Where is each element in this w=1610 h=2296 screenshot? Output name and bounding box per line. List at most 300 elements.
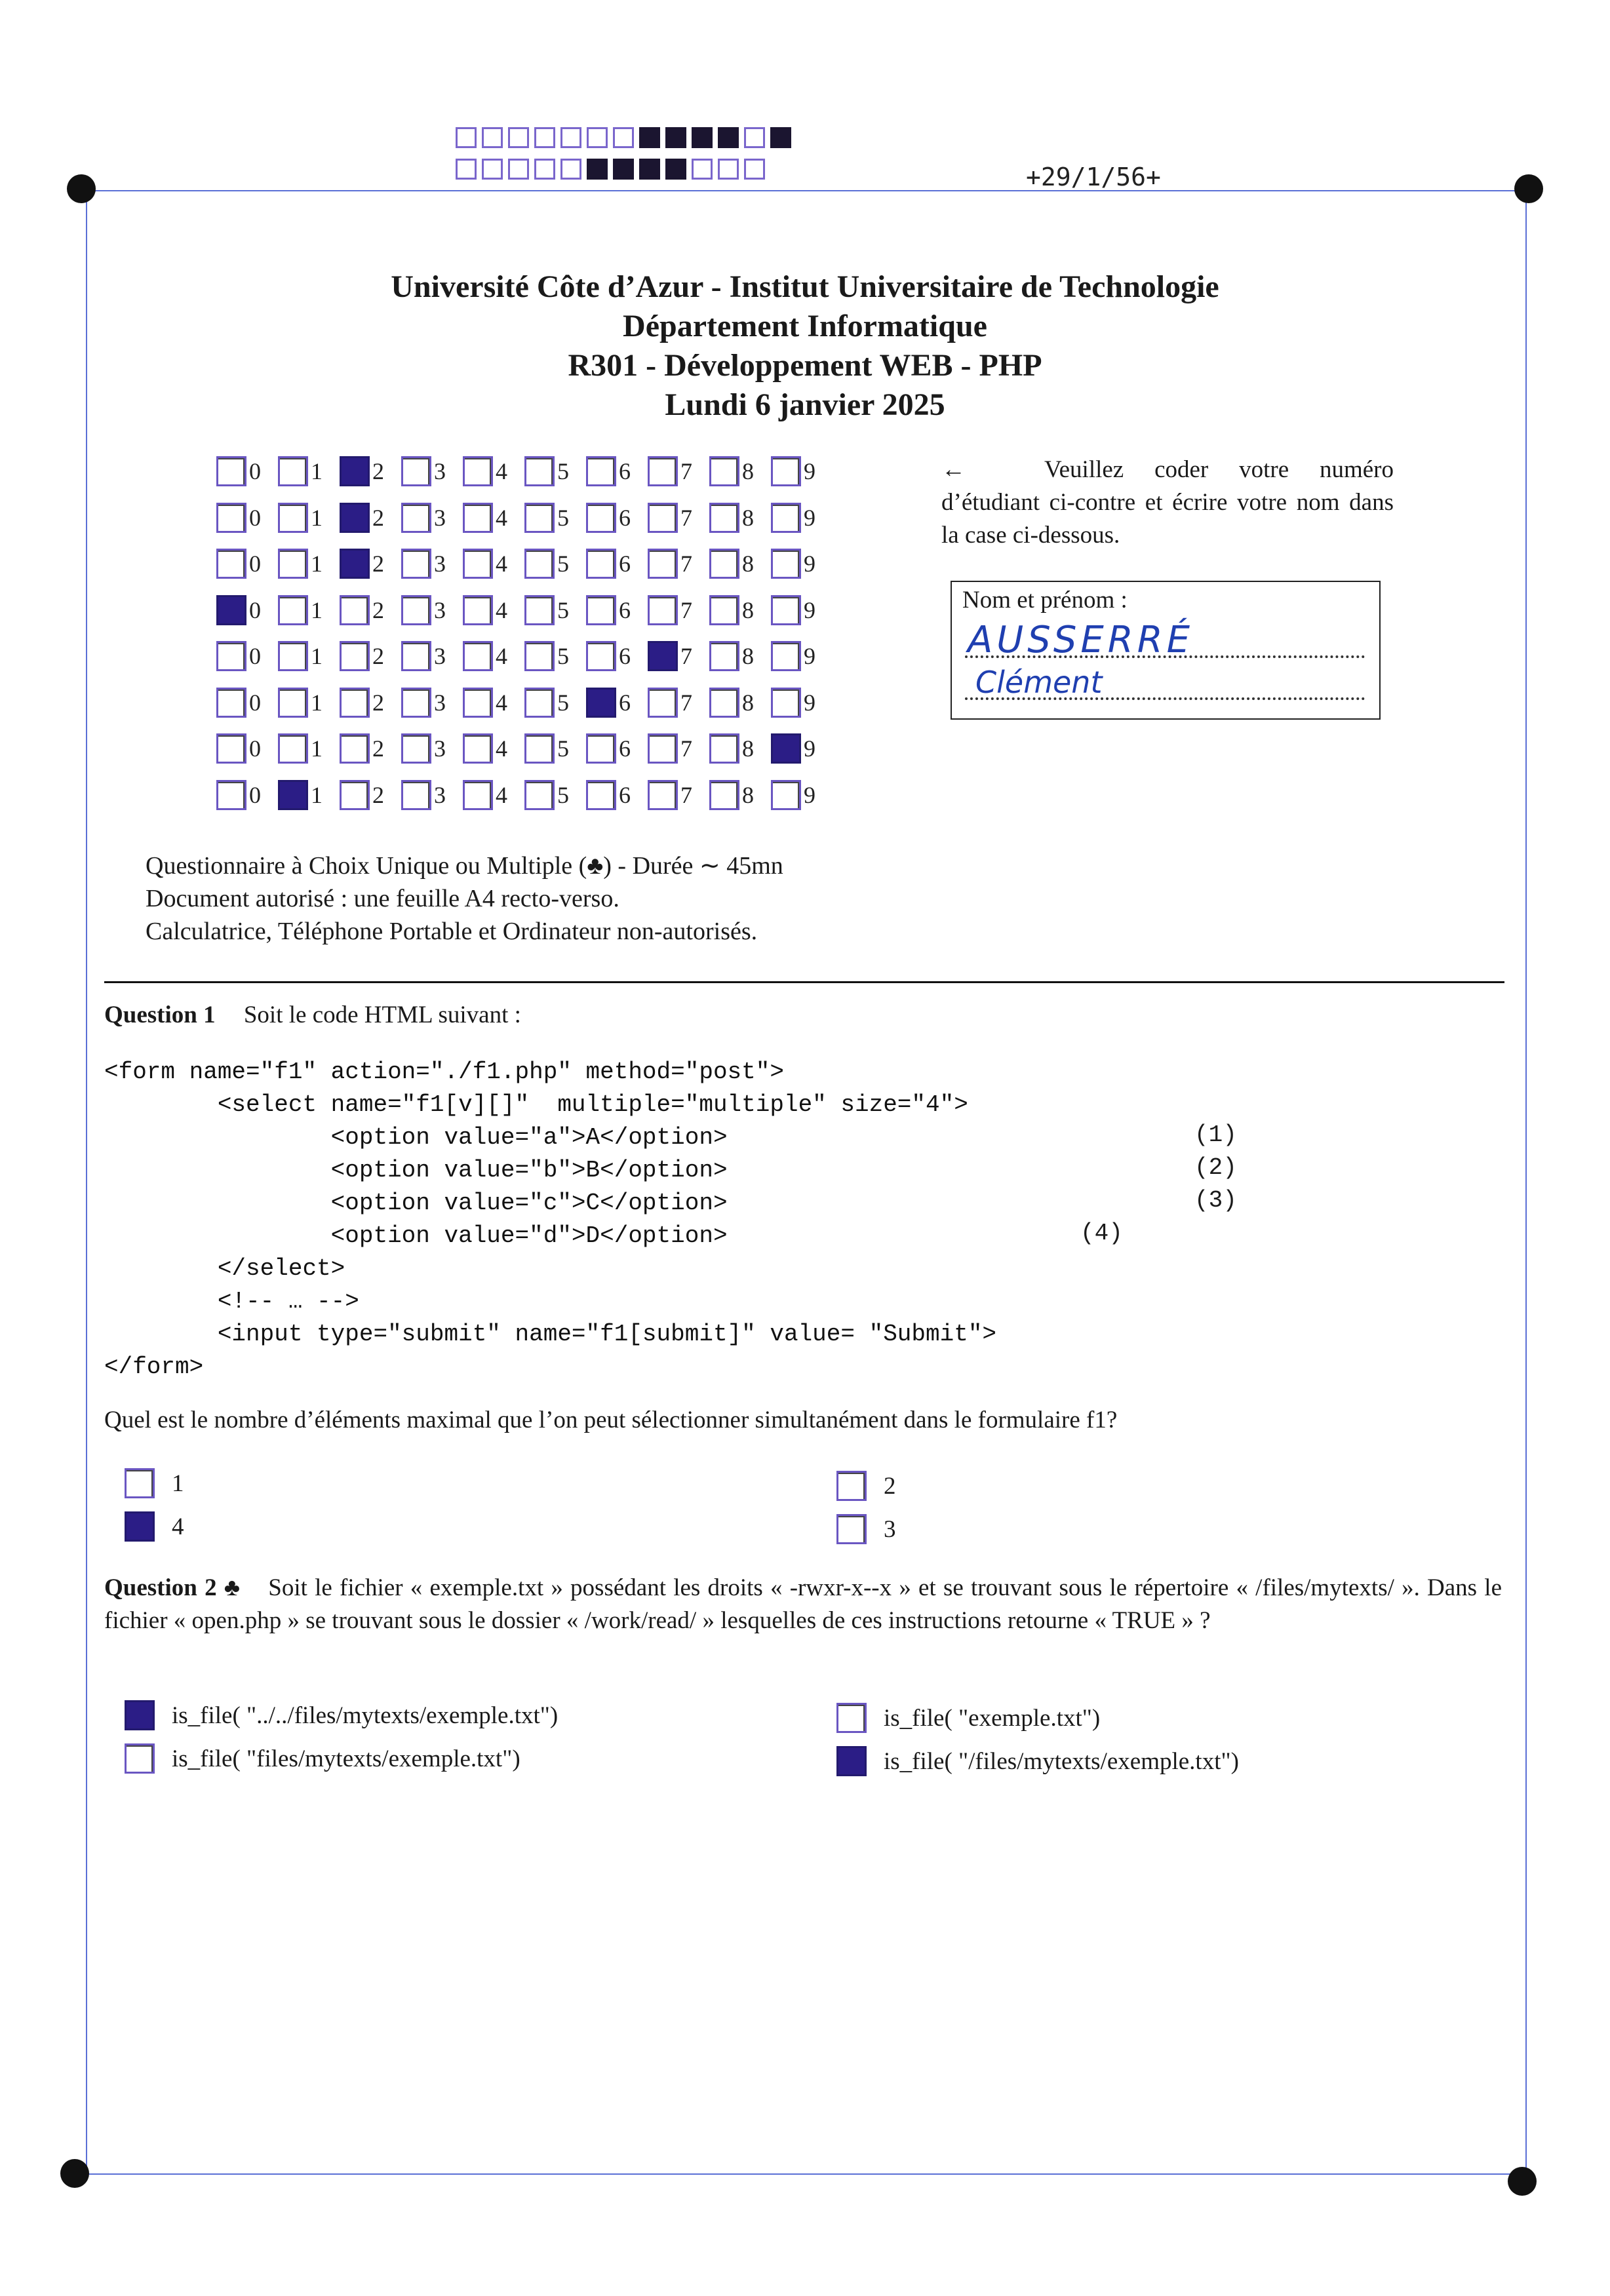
- digit-option[interactable]: [524, 595, 586, 625]
- digit-option[interactable]: [216, 688, 278, 718]
- digit-label: 0: [249, 689, 261, 716]
- barcode-cell: [639, 127, 660, 148]
- digit-option[interactable]: [771, 549, 833, 579]
- barcode-cell: [508, 159, 529, 180]
- code-line: </form>: [104, 1353, 204, 1380]
- digit-label: 8: [742, 551, 754, 577]
- digit-checkbox[interactable]: [771, 549, 801, 579]
- digit-checkbox[interactable]: [709, 456, 739, 486]
- q2-answer-3[interactable]: [125, 1743, 520, 1774]
- digit-checkbox[interactable]: [463, 780, 493, 810]
- question-2-body: Soit le fichier « exemple.txt » possédant les droits « -rwxr-x--x » et se trouvant sous le répertoire « /files/mytexts/ ». Dans le fichier « open.php » se trouvant sous le dossier « /work/read/ » lesquelles de ces instructions retourne « TRUE » ?: [104, 1574, 1502, 1634]
- digit-option[interactable]: [524, 503, 586, 533]
- digit-option[interactable]: [648, 456, 709, 486]
- digit-label: 2: [372, 551, 384, 577]
- digit-label: 2: [372, 458, 384, 485]
- digit-option[interactable]: [648, 688, 709, 718]
- digit-label: 9: [804, 458, 815, 485]
- digit-option[interactable]: [401, 733, 463, 764]
- digit-option[interactable]: [278, 733, 340, 764]
- barcode-cell: [508, 127, 529, 148]
- exam-info: [146, 849, 783, 948]
- digit-checkbox[interactable]: [648, 688, 678, 718]
- digit-option[interactable]: [648, 780, 709, 810]
- digit-option[interactable]: [648, 641, 709, 671]
- barcode-cell: [534, 127, 555, 148]
- digit-label: 5: [557, 689, 569, 716]
- digit-checkbox[interactable]: [401, 780, 431, 810]
- q1-checkbox-3[interactable]: [125, 1511, 155, 1542]
- digit-option[interactable]: [586, 595, 648, 625]
- q1-checkbox-1[interactable]: [125, 1468, 155, 1498]
- digit-option[interactable]: [401, 503, 463, 533]
- digit-checkbox[interactable]: [586, 456, 616, 486]
- barcode-cell: [718, 127, 739, 148]
- digit-checkbox[interactable]: [709, 641, 739, 671]
- digit-checkbox[interactable]: [401, 456, 431, 486]
- digit-label: 7: [680, 458, 692, 485]
- digit-checkbox[interactable]: [278, 503, 308, 533]
- digit-checkbox[interactable]: [340, 688, 370, 718]
- digit-checkbox[interactable]: [216, 688, 246, 718]
- digit-option[interactable]: [340, 641, 401, 671]
- corner-mark-top-left: [67, 174, 96, 203]
- digit-option[interactable]: [463, 503, 524, 533]
- digit-label: 0: [249, 735, 261, 762]
- digit-label: 3: [434, 551, 446, 577]
- digit-checkbox[interactable]: [401, 595, 431, 625]
- digit-option[interactable]: [340, 688, 401, 718]
- digit-checkbox[interactable]: [216, 549, 246, 579]
- digit-option[interactable]: [401, 456, 463, 486]
- digit-label: 1: [311, 551, 323, 577]
- digit-checkbox[interactable]: [340, 549, 370, 579]
- digit-checkbox[interactable]: [216, 595, 246, 625]
- digit-option[interactable]: [771, 595, 833, 625]
- digit-checkbox[interactable]: [278, 456, 308, 486]
- barcode-cell: [456, 127, 477, 148]
- barcode-cell: [613, 159, 634, 180]
- exam-info-devices: Calculatrice, Téléphone Portable et Ordinateur non-autorisés.: [146, 918, 758, 945]
- digit-checkbox[interactable]: [463, 503, 493, 533]
- digit-option[interactable]: [216, 595, 278, 625]
- barcode-cell: [456, 159, 477, 180]
- digit-option[interactable]: [709, 503, 771, 533]
- digit-checkbox[interactable]: [771, 641, 801, 671]
- digit-checkbox[interactable]: [709, 503, 739, 533]
- digit-option[interactable]: [278, 595, 340, 625]
- digit-label: 4: [496, 551, 507, 577]
- digit-checkbox[interactable]: [401, 641, 431, 671]
- digit-option[interactable]: [771, 780, 833, 810]
- q1-answer-label: 4: [172, 1513, 184, 1540]
- digit-label: 6: [619, 781, 631, 808]
- digit-option[interactable]: [216, 641, 278, 671]
- digit-checkbox[interactable]: [278, 595, 308, 625]
- page-id: +29/1/56+: [1026, 163, 1161, 191]
- digit-option[interactable]: [709, 595, 771, 625]
- q1-answer-2[interactable]: [836, 1471, 896, 1501]
- digit-checkbox[interactable]: [586, 733, 616, 764]
- digit-option[interactable]: [278, 688, 340, 718]
- digit-checkbox[interactable]: [524, 595, 555, 625]
- digit-checkbox[interactable]: [216, 641, 246, 671]
- digit-option[interactable]: [463, 733, 524, 764]
- student-number-row: [216, 541, 833, 587]
- digit-label: 5: [557, 504, 569, 531]
- digit-checkbox[interactable]: [709, 595, 739, 625]
- digit-option[interactable]: [463, 688, 524, 718]
- barcode-row-2: [456, 159, 770, 180]
- digit-checkbox[interactable]: [524, 688, 555, 718]
- digit-option[interactable]: [709, 733, 771, 764]
- digit-label: 5: [557, 551, 569, 577]
- digit-option[interactable]: [524, 549, 586, 579]
- digit-option[interactable]: [771, 733, 833, 764]
- digit-checkbox[interactable]: [216, 503, 246, 533]
- q2-answer-2[interactable]: [836, 1703, 1100, 1733]
- digit-option[interactable]: [340, 549, 401, 579]
- digit-checkbox[interactable]: [524, 641, 555, 671]
- barcode-cell: [744, 127, 765, 148]
- digit-option[interactable]: [401, 688, 463, 718]
- q2-checkbox-2[interactable]: [836, 1703, 867, 1733]
- digit-checkbox[interactable]: [401, 688, 431, 718]
- digit-label: 8: [742, 596, 754, 623]
- digit-checkbox[interactable]: [463, 456, 493, 486]
- digit-option[interactable]: [524, 456, 586, 486]
- q1-checkbox-4[interactable]: [836, 1514, 867, 1544]
- barcode-cell: [587, 159, 608, 180]
- digit-option[interactable]: [586, 780, 648, 810]
- digit-checkbox[interactable]: [463, 733, 493, 764]
- digit-label: 0: [249, 504, 261, 531]
- barcode-cell: [482, 159, 503, 180]
- handwritten-last-name: AUSSERRÉ: [968, 619, 1194, 661]
- digit-label: 8: [742, 689, 754, 716]
- digit-checkbox[interactable]: [709, 549, 739, 579]
- digit-checkbox[interactable]: [586, 549, 616, 579]
- digit-checkbox[interactable]: [401, 549, 431, 579]
- digit-checkbox[interactable]: [709, 733, 739, 764]
- barcode-cell: [665, 127, 686, 148]
- barcode-cell: [665, 159, 686, 180]
- question-1-heading: [104, 999, 521, 1032]
- code-line: <input type="submit" name="f1[submit]" value= "Submit">: [104, 1321, 997, 1348]
- name-label: Nom et prénom :: [962, 587, 1128, 613]
- digit-option[interactable]: [463, 456, 524, 486]
- name-box[interactable]: [951, 581, 1381, 720]
- barcode-cell: [560, 159, 581, 180]
- digit-option[interactable]: [709, 549, 771, 579]
- barcode-row-1: [456, 127, 796, 148]
- digit-option[interactable]: [586, 688, 648, 718]
- digit-label: 5: [557, 643, 569, 670]
- digit-option[interactable]: [648, 595, 709, 625]
- digit-checkbox[interactable]: [586, 503, 616, 533]
- digit-checkbox[interactable]: [401, 503, 431, 533]
- digit-option[interactable]: [709, 688, 771, 718]
- digit-checkbox[interactable]: [648, 595, 678, 625]
- digit-checkbox[interactable]: [278, 688, 308, 718]
- digit-checkbox[interactable]: [709, 780, 739, 810]
- digit-label: 0: [249, 643, 261, 670]
- digit-checkbox[interactable]: [340, 641, 370, 671]
- digit-checkbox[interactable]: [586, 641, 616, 671]
- line-number-3: (3): [1194, 1187, 1237, 1214]
- digit-checkbox[interactable]: [278, 641, 308, 671]
- q2-answer-1[interactable]: [125, 1700, 558, 1730]
- digit-option[interactable]: [340, 595, 401, 625]
- digit-label: 0: [249, 551, 261, 577]
- digit-option[interactable]: [586, 641, 648, 671]
- digit-option[interactable]: [401, 549, 463, 579]
- q2-checkbox-1[interactable]: [125, 1700, 155, 1730]
- digit-option[interactable]: [216, 503, 278, 533]
- digit-checkbox[interactable]: [278, 733, 308, 764]
- digit-option[interactable]: [648, 549, 709, 579]
- digit-label: 4: [496, 781, 507, 808]
- digit-label: 9: [804, 643, 815, 670]
- digit-option[interactable]: [278, 456, 340, 486]
- digit-checkbox[interactable]: [586, 688, 616, 718]
- digit-checkbox[interactable]: [463, 688, 493, 718]
- digit-option[interactable]: [709, 641, 771, 671]
- digit-label: 1: [311, 504, 323, 531]
- digit-checkbox[interactable]: [524, 780, 555, 810]
- digit-checkbox[interactable]: [401, 733, 431, 764]
- digit-option[interactable]: [278, 503, 340, 533]
- digit-label: 3: [434, 689, 446, 716]
- digit-option[interactable]: [524, 733, 586, 764]
- q2-checkbox-4[interactable]: [836, 1746, 867, 1776]
- q1-answer-1[interactable]: [125, 1468, 184, 1498]
- line-number-2: (2): [1194, 1154, 1237, 1181]
- digit-checkbox[interactable]: [709, 688, 739, 718]
- digit-label: 6: [619, 504, 631, 531]
- digit-label: 3: [434, 458, 446, 485]
- digit-checkbox[interactable]: [463, 595, 493, 625]
- digit-option[interactable]: [463, 780, 524, 810]
- digit-label: 6: [619, 458, 631, 485]
- digit-checkbox[interactable]: [278, 780, 308, 810]
- q2-answer-4[interactable]: [836, 1746, 1239, 1776]
- digit-label: 7: [680, 735, 692, 762]
- digit-label: 2: [372, 504, 384, 531]
- digit-option[interactable]: [216, 456, 278, 486]
- digit-label: 8: [742, 504, 754, 531]
- digit-option[interactable]: [709, 780, 771, 810]
- digit-checkbox[interactable]: [340, 595, 370, 625]
- digit-checkbox[interactable]: [648, 549, 678, 579]
- digit-checkbox[interactable]: [648, 733, 678, 764]
- digit-label: 4: [496, 458, 507, 485]
- code-block: [104, 1056, 996, 1384]
- digit-option[interactable]: [401, 641, 463, 671]
- digit-label: 7: [680, 643, 692, 670]
- corner-mark-bottom-left: [60, 2159, 89, 2188]
- digit-checkbox[interactable]: [648, 503, 678, 533]
- line-number-4: (4): [1080, 1220, 1123, 1247]
- digit-option[interactable]: [401, 780, 463, 810]
- digit-option[interactable]: [401, 595, 463, 625]
- digit-checkbox[interactable]: [340, 733, 370, 764]
- digit-option[interactable]: [771, 688, 833, 718]
- digit-option[interactable]: [648, 503, 709, 533]
- digit-option[interactable]: [586, 503, 648, 533]
- code-line: <select name="f1[v][]" multiple="multiple" size="4">: [104, 1091, 968, 1118]
- code-line: <option value="d">D</option>: [104, 1222, 728, 1249]
- barcode-cell: [718, 159, 739, 180]
- code-line: </select>: [104, 1255, 345, 1282]
- digit-checkbox[interactable]: [340, 503, 370, 533]
- digit-label: 9: [804, 735, 815, 762]
- digit-option[interactable]: [216, 549, 278, 579]
- digit-label: 2: [372, 689, 384, 716]
- code-line: <option value="c">C</option>: [104, 1190, 728, 1216]
- digit-checkbox[interactable]: [524, 456, 555, 486]
- digit-checkbox[interactable]: [340, 780, 370, 810]
- digit-checkbox[interactable]: [771, 595, 801, 625]
- digit-checkbox[interactable]: [648, 641, 678, 671]
- digit-option[interactable]: [586, 549, 648, 579]
- barcode-cell: [613, 127, 634, 148]
- digit-checkbox[interactable]: [340, 456, 370, 486]
- student-number-row: [216, 633, 833, 680]
- digit-label: 4: [496, 735, 507, 762]
- digit-label: 7: [680, 781, 692, 808]
- digit-option[interactable]: [586, 733, 648, 764]
- digit-option[interactable]: [463, 595, 524, 625]
- digit-checkbox[interactable]: [216, 456, 246, 486]
- digit-label: 5: [557, 458, 569, 485]
- digit-checkbox[interactable]: [771, 456, 801, 486]
- digit-option[interactable]: [524, 641, 586, 671]
- digit-label: 4: [496, 643, 507, 670]
- question-2-text: [104, 1572, 1502, 1637]
- digit-checkbox[interactable]: [524, 549, 555, 579]
- digit-option[interactable]: [524, 780, 586, 810]
- digit-label: 3: [434, 781, 446, 808]
- q2-checkbox-3[interactable]: [125, 1743, 155, 1774]
- digit-checkbox[interactable]: [771, 733, 801, 764]
- digit-option[interactable]: [524, 688, 586, 718]
- digit-option[interactable]: [278, 780, 340, 810]
- digit-option[interactable]: [278, 549, 340, 579]
- q1-answer-3[interactable]: [125, 1511, 184, 1542]
- q1-answer-label: 1: [172, 1469, 184, 1497]
- q2-answer-label: is_file( "exemple.txt"): [884, 1704, 1101, 1732]
- digit-checkbox[interactable]: [524, 733, 555, 764]
- digit-checkbox[interactable]: [524, 503, 555, 533]
- digit-checkbox[interactable]: [278, 549, 308, 579]
- student-number-row: [216, 772, 833, 819]
- q2-answer-label: is_file( "../../files/mytexts/exemple.txt"): [172, 1702, 559, 1729]
- student-number-row: [216, 680, 833, 726]
- q2-answer-label: is_file( "files/mytexts/exemple.txt"): [172, 1745, 520, 1772]
- digit-label: 6: [619, 596, 631, 623]
- digit-label: 1: [311, 643, 323, 670]
- digit-checkbox[interactable]: [771, 780, 801, 810]
- digit-checkbox[interactable]: [648, 780, 678, 810]
- student-number-grid: [216, 448, 833, 818]
- digit-label: 5: [557, 596, 569, 623]
- digit-checkbox[interactable]: [648, 456, 678, 486]
- q1-answer-label: 3: [884, 1515, 896, 1543]
- q1-answer-label: 2: [884, 1472, 896, 1500]
- digit-option[interactable]: [586, 456, 648, 486]
- digit-option[interactable]: [709, 456, 771, 486]
- digit-label: 1: [311, 781, 323, 808]
- digit-label: 3: [434, 735, 446, 762]
- digit-label: 0: [249, 458, 261, 485]
- digit-option[interactable]: [340, 733, 401, 764]
- q1-answer-4[interactable]: [836, 1514, 896, 1544]
- digit-label: 4: [496, 596, 507, 623]
- digit-label: 5: [557, 781, 569, 808]
- digit-option[interactable]: [771, 456, 833, 486]
- barcode-cell: [770, 127, 791, 148]
- digit-checkbox[interactable]: [771, 688, 801, 718]
- digit-checkbox[interactable]: [216, 780, 246, 810]
- digit-option[interactable]: [771, 503, 833, 533]
- digit-option[interactable]: [340, 456, 401, 486]
- digit-option[interactable]: [216, 780, 278, 810]
- exam-info-documents: Document autorisé : une feuille A4 recto-verso.: [146, 885, 619, 912]
- header-date: Lundi 6 janvier 2025: [665, 387, 945, 422]
- code-line: <option value="a">A</option>: [104, 1124, 728, 1151]
- digit-label: 9: [804, 504, 815, 531]
- digit-option[interactable]: [278, 641, 340, 671]
- digit-label: 7: [680, 551, 692, 577]
- digit-option[interactable]: [216, 733, 278, 764]
- digit-checkbox[interactable]: [771, 503, 801, 533]
- barcode-cell: [639, 159, 660, 180]
- q1-checkbox-2[interactable]: [836, 1471, 867, 1501]
- question-1-title: Question 1: [104, 1002, 216, 1028]
- digit-option[interactable]: [771, 641, 833, 671]
- question-1-prompt: Quel est le nombre d’éléments maximal que l’on peut sélectionner simultanément dans le formulaire f1?: [104, 1407, 1118, 1433]
- digit-option[interactable]: [340, 780, 401, 810]
- digit-label: 1: [311, 596, 323, 623]
- digit-label: 9: [804, 689, 815, 716]
- digit-checkbox[interactable]: [216, 733, 246, 764]
- digit-checkbox[interactable]: [463, 549, 493, 579]
- digit-option[interactable]: [648, 733, 709, 764]
- corner-mark-bottom-right: [1508, 2167, 1537, 2196]
- digit-option[interactable]: [463, 641, 524, 671]
- instructions-text: Veuillez coder votre numéro d’étudiant ci-contre et écrire votre nom dans la case ci-dessous.: [941, 456, 1394, 549]
- digit-checkbox[interactable]: [586, 595, 616, 625]
- digit-checkbox[interactable]: [463, 641, 493, 671]
- digit-label: 7: [680, 596, 692, 623]
- code-line: <!-- … -->: [104, 1288, 359, 1315]
- handwritten-first-name: Clément: [975, 665, 1103, 700]
- barcode-cell: [560, 127, 581, 148]
- digit-label: 3: [434, 504, 446, 531]
- digit-label: 6: [619, 643, 631, 670]
- exam-header: [0, 267, 1610, 425]
- student-number-row: [216, 495, 833, 541]
- student-number-row: [216, 448, 833, 495]
- digit-label: 1: [311, 735, 323, 762]
- digit-option[interactable]: [340, 503, 401, 533]
- digit-option[interactable]: [463, 549, 524, 579]
- digit-label: 6: [619, 735, 631, 762]
- digit-label: 2: [372, 781, 384, 808]
- student-number-row: [216, 726, 833, 772]
- digit-checkbox[interactable]: [586, 780, 616, 810]
